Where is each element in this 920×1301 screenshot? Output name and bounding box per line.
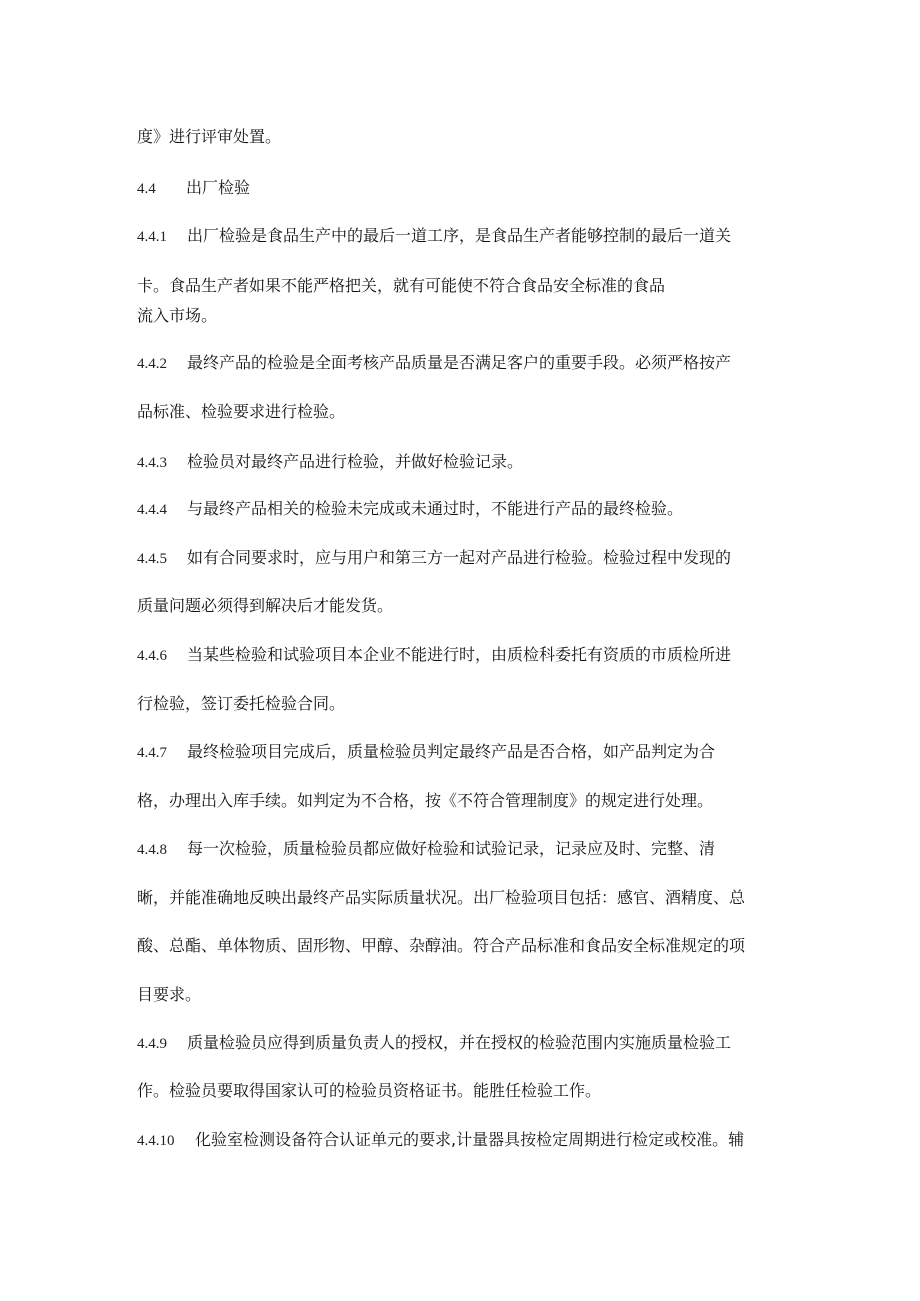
- paragraph-line: 晰，并能准确地反映出最终产品实际质量状况。出厂检验项目包括：感官、酒精度、总: [137, 888, 746, 907]
- clause-number: 4.4.8: [137, 842, 167, 858]
- clause-line: [137, 1129, 744, 1152]
- paragraph-line: 流入市场。: [137, 306, 218, 325]
- clause-number: 4.4.4: [137, 502, 167, 518]
- clause-text: 每一次检验，质量检验员都应做好检验和试验记录，记录应及时、完整、清: [187, 839, 716, 858]
- paragraph-line: 卡。食品生产者如果不能严格把关，就有可能使不符合食品安全标准的食品: [137, 276, 666, 295]
- clause-line: [137, 838, 715, 861]
- clause-text: 最终产品的检验是全面考核产品质量是否满足客户的重要手段。必须严格按产: [187, 353, 732, 372]
- clause-number: 4.4.1: [137, 229, 167, 245]
- clause-line: [137, 498, 683, 521]
- clause-text: 出厂检验是食品生产中的最后一道工序，是食品生产者能够控制的最后一道关: [187, 226, 732, 245]
- paragraph-line: 品标准、检验要求进行检验。: [137, 402, 346, 421]
- clause-number: 4.4.2: [137, 356, 167, 372]
- clause-text: 如有合同要求时，应与用户和第三方一起对产品进行检验。检验过程中发现的: [187, 548, 732, 567]
- clause-text: 最终检验项目完成后，质量检验员判定最终产品是否合格，如产品判定为合: [187, 742, 716, 761]
- clause-line: [137, 644, 731, 667]
- clause-number: 4.4.9: [137, 1036, 167, 1052]
- clause-number: 4.4.3: [137, 455, 167, 471]
- clause-text: 质量检验员应得到质量负责人的授权，并在授权的检验范围内实施质量检验工: [187, 1033, 732, 1052]
- clause-line: [137, 352, 731, 375]
- section-title: 出厂检验: [186, 178, 251, 197]
- paragraph-line: 行检验，签订委托检验合同。: [137, 694, 346, 713]
- section-number: 4.4: [137, 181, 156, 197]
- clause-number: 4.4.5: [137, 551, 167, 567]
- paragraph-line: 度》进行评审处置。: [137, 127, 282, 146]
- paragraph-line: 作。检验员要取得国家认可的检验员资格证书。能胜任检验工作。: [137, 1081, 602, 1100]
- clause-text: 检验员对最终产品进行检验，并做好检验记录。: [187, 452, 524, 471]
- section-heading: [137, 177, 250, 200]
- paragraph-line: 质量问题必须得到解决后才能发货。: [137, 596, 394, 615]
- paragraph-line: 格，办理出入库手续。如判定为不合格，按《不符合管理制度》的规定进行处理。: [137, 791, 714, 810]
- clause-line: [137, 741, 715, 764]
- clause-text: 当某些检验和试验项目本企业不能进行时，由质检科委托有资质的市质检所进: [187, 645, 732, 664]
- clause-number: 4.4.6: [137, 648, 167, 664]
- clause-line: [137, 547, 731, 570]
- clause-line: [137, 1032, 731, 1055]
- paragraph-line: 目要求。: [137, 985, 202, 1004]
- paragraph-line: 酸、总酯、单体物质、固形物、甲醇、杂醇油。符合产品标准和食品安全标准规定的项: [137, 936, 746, 955]
- clause-number: 4.4.10: [137, 1133, 175, 1149]
- clause-number: 4.4.7: [137, 745, 167, 761]
- clause-line: [137, 451, 523, 474]
- clause-text: 与最终产品相关的检验未完成或未通过时，不能进行产品的最终检验。: [187, 499, 684, 518]
- clause-line: [137, 225, 731, 248]
- clause-text: 化验室检测设备符合认证单元的要求,计量器具按检定周期进行检定或校准。辅: [195, 1130, 745, 1149]
